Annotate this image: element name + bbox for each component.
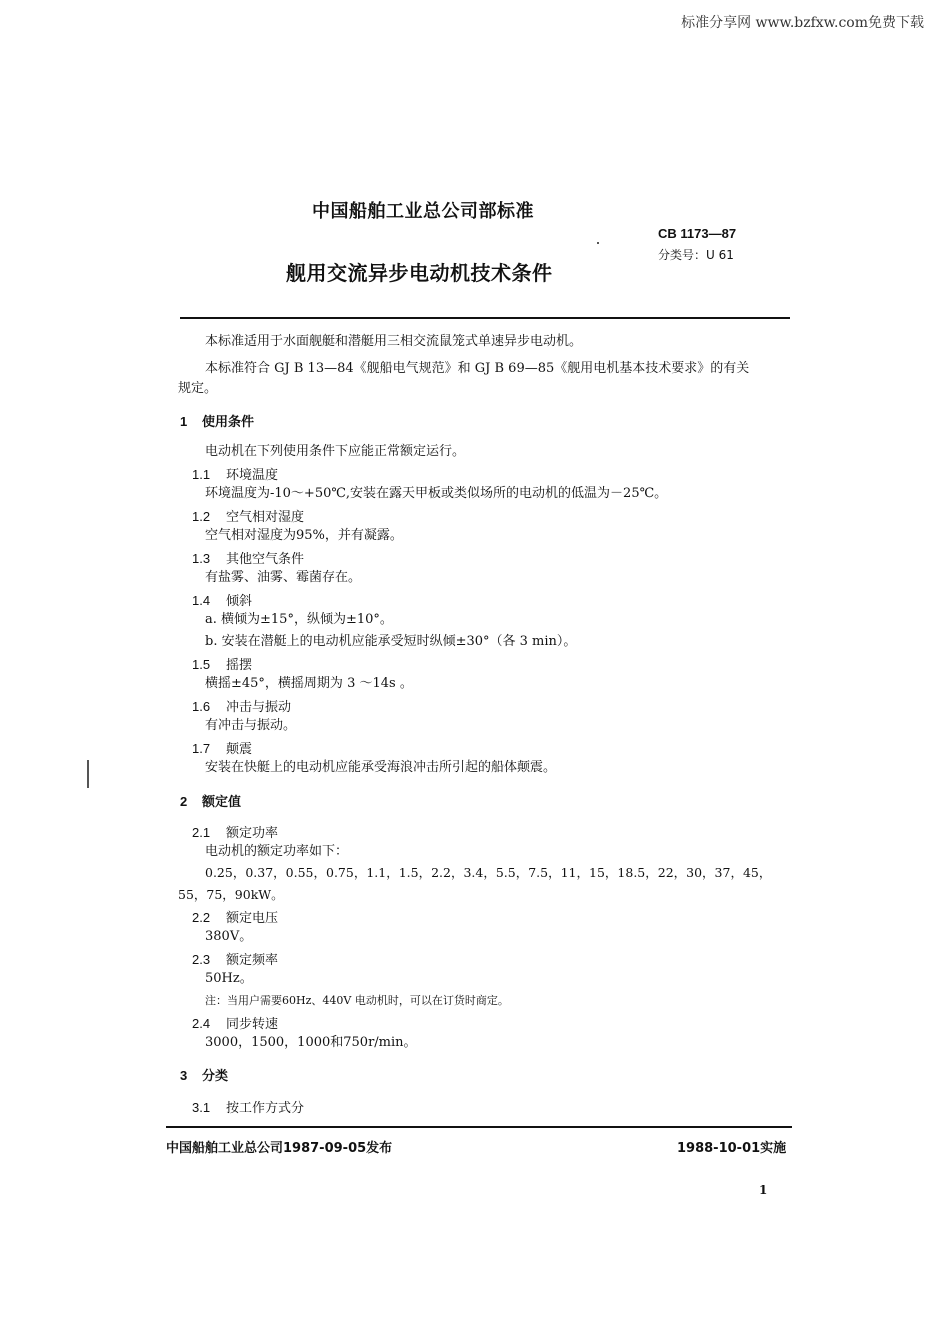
section-2-heading [180,791,241,810]
section-1-heading [180,411,254,430]
section-title: 空气相对湿度 [226,510,305,525]
section-1-text: 电动机在下列使用条件下应能正常额定运行。 [205,444,466,459]
section-title: 环境温度 [226,468,279,483]
issue-date: 中国船舶工业总公司1987-09-05发布 [166,1141,393,1156]
scan-mark [597,242,599,244]
section-number: 1.5 [192,657,211,672]
section-number: 3 [180,1068,188,1083]
effective-date: 1988-10-01实施 [677,1141,787,1156]
section-number: 1.4 [192,593,211,608]
section-2-1-text: 电动机的额定功率如下： [205,844,349,859]
section-1-1-text: 环境温度为-10～+50℃,安装在露天甲板或类似场所的电动机的低温为－25℃。 [205,486,668,501]
organization-title: 中国船舶工业总公司部标准 [312,201,534,222]
section-title: 额定电压 [226,911,279,926]
section-1-4-item-a: a. 横倾为±15°，纵倾为±10°。 [205,612,393,627]
section-title: 同步转速 [226,1017,279,1032]
section-number: 1.7 [192,741,211,756]
section-1-4-item-b: b. 安装在潜艇上的电动机应能承受短时纵倾±30°（各 3 min）。 [205,634,577,649]
section-1-6-heading [192,696,291,715]
section-2-2-heading [192,907,278,926]
watermark-text: 标准分享网 www.bzfxw.com免费下载 [681,15,924,31]
section-1-7-text: 安装在快艇上的电动机应能承受海浪冲击所引起的船体颠震。 [205,760,557,775]
section-1-3-text: 有盐雾、油雾、霉菌存在。 [205,570,362,585]
intro-line-3: 规定。 [178,381,218,396]
rated-power-values-line-2: 55，75，90kW。 [178,887,284,902]
section-number: 2.1 [192,825,211,840]
section-title: 额定频率 [226,953,279,968]
section-3-1-heading [192,1097,304,1116]
section-2-4-text: 3000，1500，1000和750r/min。 [205,1035,417,1050]
section-title: 倾斜 [226,594,253,609]
section-number: 1.1 [192,467,211,482]
section-1-5-text: 横摇±45°，横摇周期为 3 ～14s 。 [205,676,413,691]
section-number: 2.3 [192,952,211,967]
section-number: 2.2 [192,910,211,925]
section-title: 摇摆 [226,658,253,673]
rated-power-values-line-1: 0.25，0.37，0.55，0.75，1.1，1.5，2.2，3.4，5.5，7.5，11，15，18.5，22，30，37，45， [205,865,772,880]
section-1-1-heading [192,464,278,483]
section-1-2-text: 空气相对湿度为95%，并有凝露。 [205,528,403,543]
section-number: 2.4 [192,1016,211,1031]
intro-line-2: 本标准符合 GJ B 13—84《舰船电气规范》和 GJ B 69—85《舰用电机基本技术要求》的有关 [205,361,750,376]
section-number: 1 [180,414,188,429]
section-2-2-text: 380V。 [205,929,253,944]
footer-rule [166,1126,792,1128]
section-1-2-heading [192,506,304,525]
scan-mark [87,760,89,788]
page-number: 1 [759,1183,768,1197]
section-title: 分类 [202,1069,229,1084]
section-3-heading [180,1065,228,1084]
section-1-5-heading [192,654,252,673]
header-rule [180,317,790,319]
section-2-4-heading [192,1013,278,1032]
section-2-3-note: 注：当用户需要60Hz、440V 电动机时，可以在订货时商定。 [205,994,509,1007]
section-2-1-heading [192,822,278,841]
section-title: 按工作方式分 [226,1101,305,1116]
standard-code: CB 1173—87 [658,226,737,241]
section-number: 2 [180,794,188,809]
section-title: 其他空气条件 [226,552,305,567]
document-title: 舰用交流异步电动机技术条件 [286,261,553,285]
section-title: 颠震 [226,742,253,757]
section-2-3-text: 50Hz。 [205,971,253,986]
section-number: 3.1 [192,1100,211,1115]
section-number: 1.3 [192,551,211,566]
section-1-4-heading [192,590,252,609]
section-1-7-heading [192,738,252,757]
section-1-6-text: 有冲击与振动。 [205,718,297,733]
section-title: 冲击与振动 [226,700,292,715]
section-1-3-heading [192,548,304,567]
intro-line-1: 本标准适用于水面舰艇和潜艇用三相交流鼠笼式单速异步电动机。 [205,334,583,349]
section-number: 1.2 [192,509,211,524]
section-number: 1.6 [192,699,211,714]
section-title: 使用条件 [202,415,255,430]
section-title: 额定功率 [226,826,279,841]
classification-code: 分类号：U 61 [658,248,734,262]
section-2-3-heading [192,949,278,968]
section-title: 额定值 [202,795,242,810]
